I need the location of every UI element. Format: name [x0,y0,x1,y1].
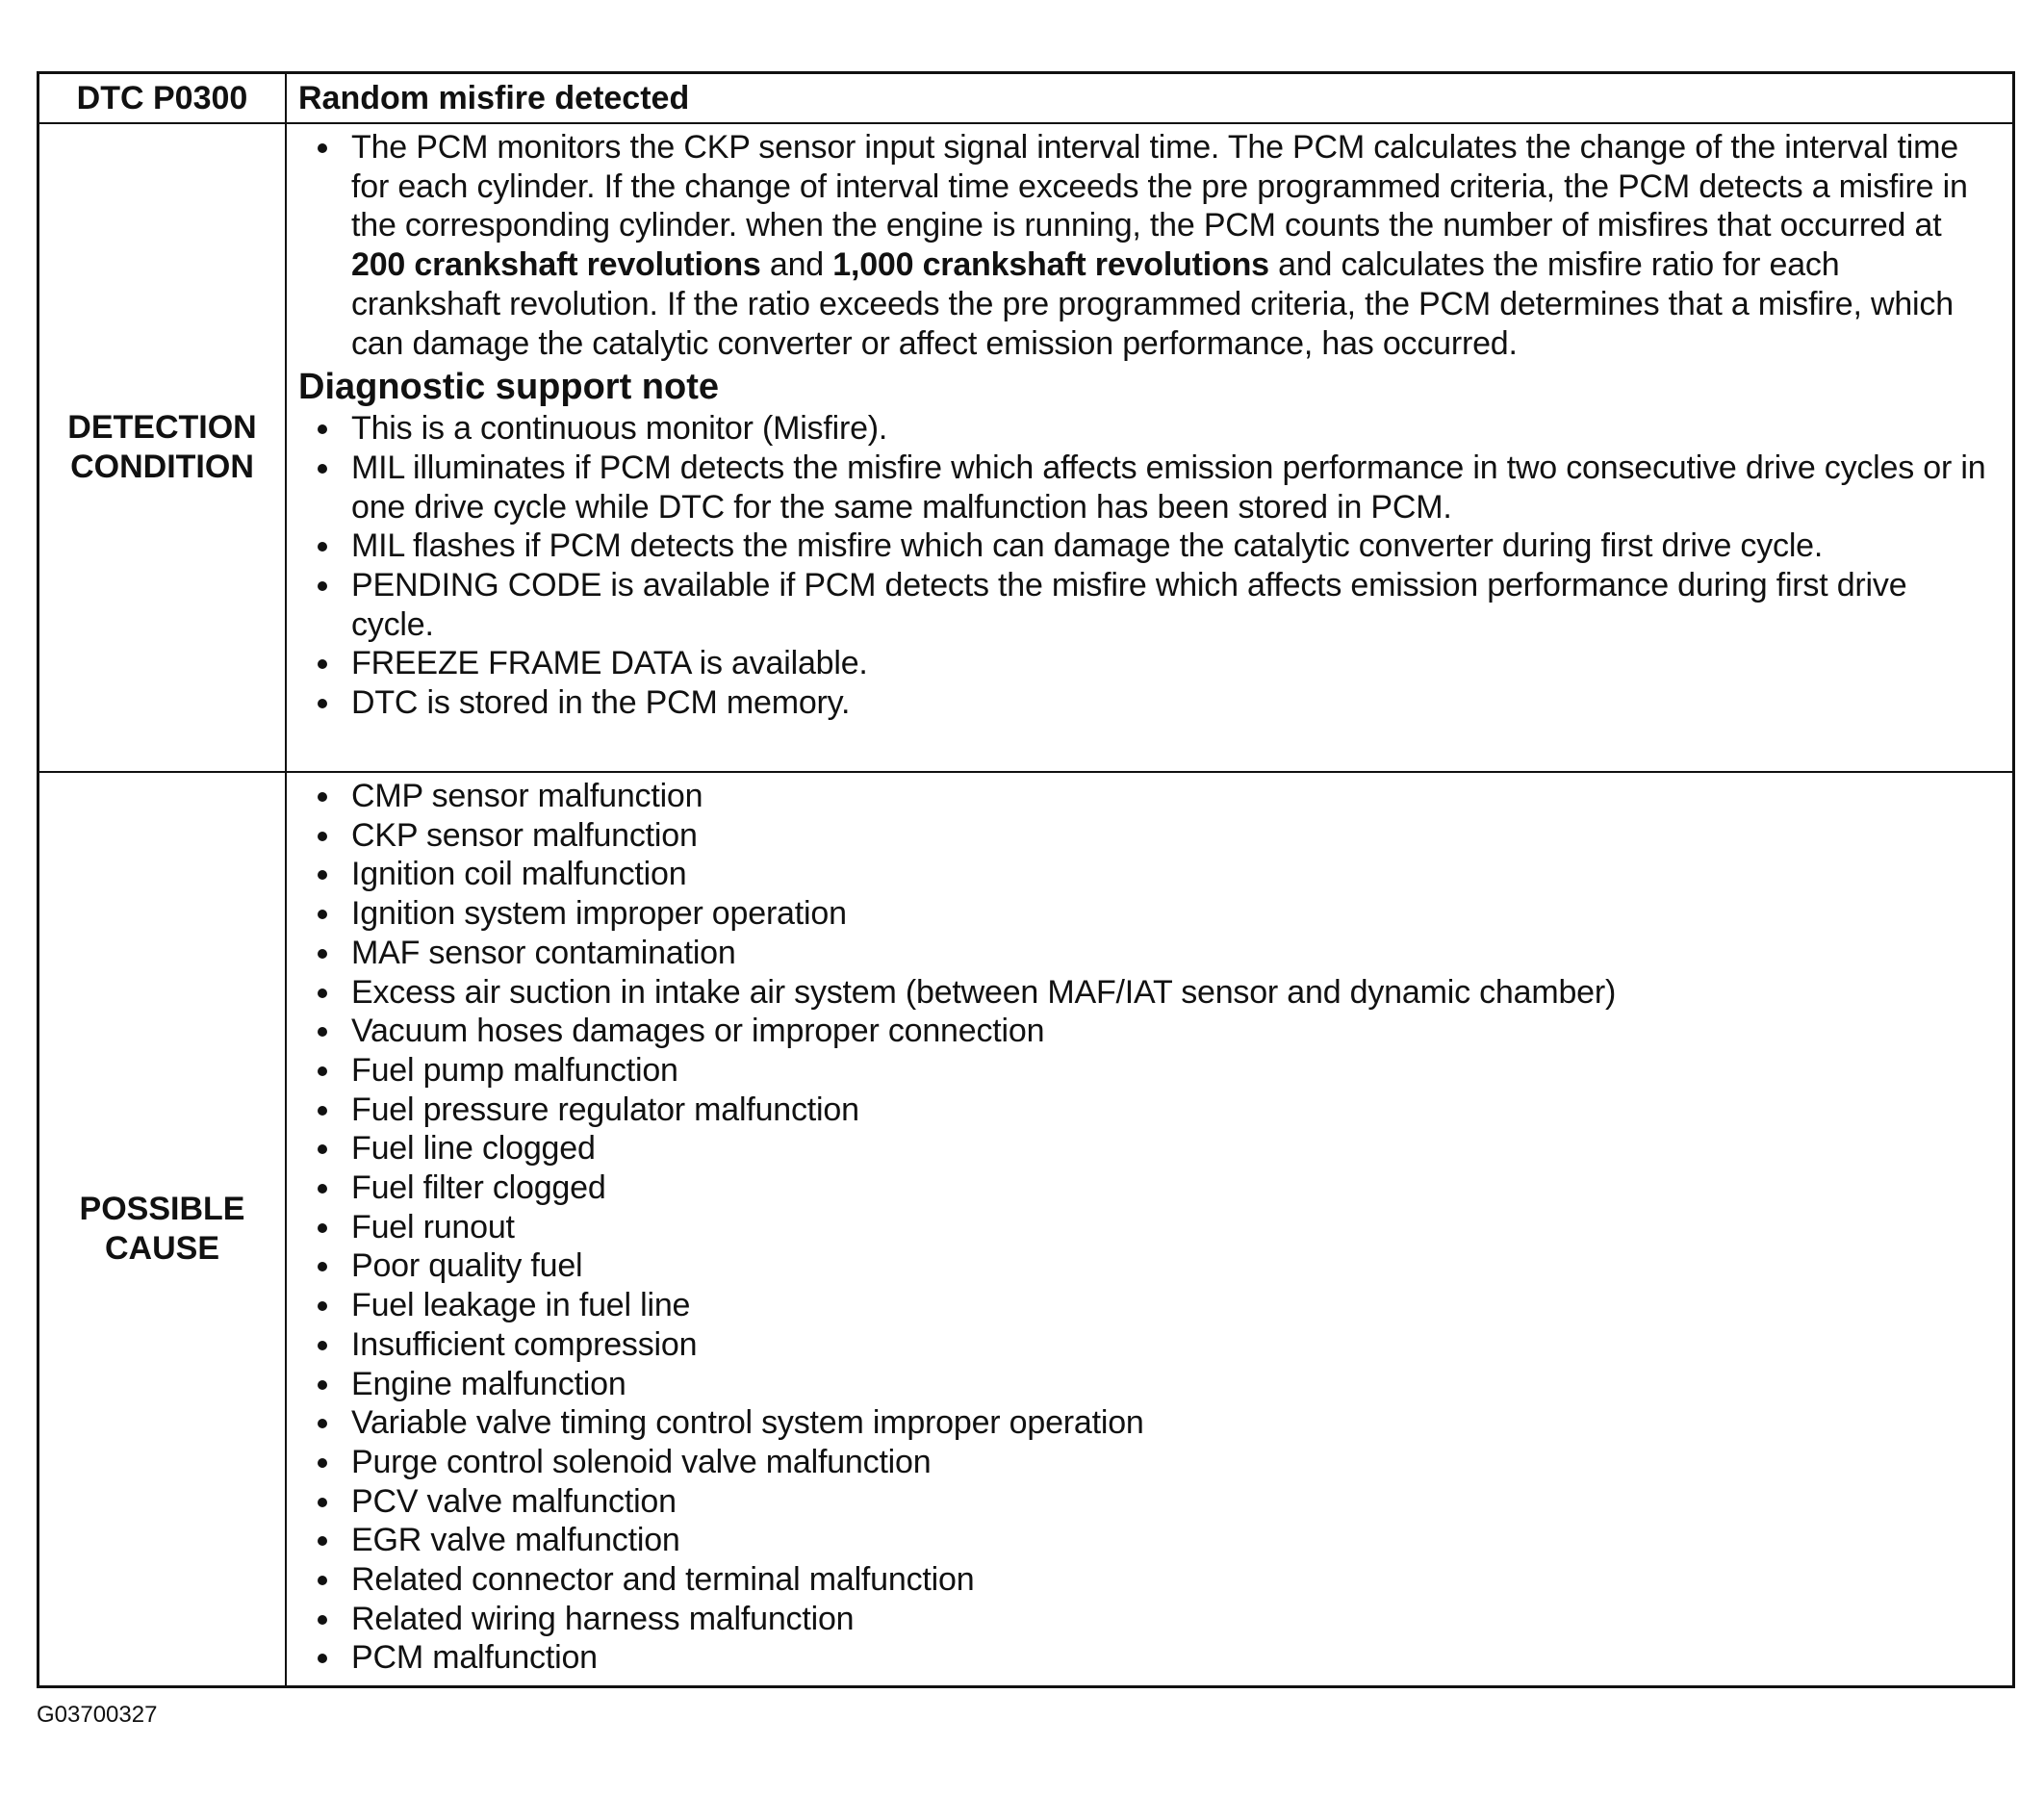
note-item: FREEZE FRAME DATA is available. [298,644,1997,683]
detection-row [38,123,2014,772]
cause-label-line1: POSSIBLE [79,1191,245,1228]
monitor-text-part2: and [760,246,833,284]
cause-item: Insufficient compression [298,1325,1997,1365]
detection-label-line1: DETECTION [67,409,257,446]
cause-list [298,777,1997,1678]
note-item: MIL illuminates if PCM detects the misfire which affects emission performance in two consecutive drive cycles or in one drive cycle while DTC for the same malfunction has been stored in PCM. [298,449,1997,526]
cause-item: Ignition system improper operation [298,894,1997,934]
cause-item: Fuel filter clogged [298,1168,1997,1208]
cause-item: Fuel pressure regulator malfunction [298,1091,1997,1130]
cause-item: MAF sensor contamination [298,934,1997,973]
cause-item: Poor quality fuel [298,1246,1997,1286]
cause-item: EGR valve malfunction [298,1521,1997,1560]
cause-item: Vacuum hoses damages or improper connection [298,1012,1997,1051]
cause-item: Excess air suction in intake air system (between MAF/IAT sensor and dynamic chamber) [298,973,1997,1013]
monitor-text-bold2: 1,000 crankshaft revolutions [832,246,1269,284]
dtc-table [37,71,2015,1688]
cause-item: CKP sensor malfunction [298,816,1997,856]
cause-item: PCM malfunction [298,1638,1997,1678]
monitor-text-bold1: 200 crankshaft revolutions [351,246,761,284]
cause-item: Fuel pump malfunction [298,1051,1997,1091]
cause-item: PCV valve malfunction [298,1482,1997,1522]
note-item: MIL flashes if PCM detects the misfire which can damage the catalytic converter during first drive cycle. [298,526,1997,566]
dtc-title: Random misfire detected [286,73,2014,124]
monitor-text-part3: and calculates the misfire ratio for each crankshaft revolution. If the ratio exceeds the pre programmed criteria, the PCM determines that a misfire, which can damage the catalytic converter or affect emission performance, has occurred. [351,246,1954,362]
cause-item: Engine malfunction [298,1365,1997,1404]
monitor-description [298,128,1997,363]
cause-item: CMP sensor malfunction [298,777,1997,816]
cause-item: Related connector and terminal malfunction [298,1560,1997,1600]
cause-label [38,772,287,1687]
detection-label-line2: CONDITION [70,449,254,485]
notes-list [298,409,1997,723]
cause-item: Variable valve timing control system improper operation [298,1403,1997,1443]
note-item: This is a continuous monitor (Misfire). [298,409,1997,449]
cause-item: Related wiring harness malfunction [298,1600,1997,1639]
cause-content [286,772,2014,1687]
cause-label-line2: CAUSE [104,1230,220,1268]
note-item: PENDING CODE is available if PCM detects the misfire which affects emission performance during first drive cycle. [298,566,1997,644]
monitor-text-part1: The PCM monitors the CKP sensor input signal interval time. The PCM calculates the change of the interval time for each cylinder. If the change of interval time exceeds the pre programmed criteria, the PCM detects a misfire in the corresponding cylinder. when the engine is running, the PCM counts the number of misfires that occurred at [351,129,1968,244]
cause-item: Fuel leakage in fuel line [298,1286,1997,1325]
cause-row [38,772,2014,1687]
cause-item: Purge control solenoid valve malfunction [298,1443,1997,1482]
detection-label [38,123,287,772]
monitor-list [298,128,1997,363]
note-heading: Diagnostic support note [298,367,719,408]
note-item: DTC is stored in the PCM memory. [298,683,1997,723]
dtc-code: DTC P0300 [38,73,287,124]
figure-id: G03700327 [37,1702,158,1728]
cause-item: Fuel runout [298,1208,1997,1247]
cause-item: Fuel line clogged [298,1129,1997,1168]
detection-content [286,123,2014,772]
cause-item: Ignition coil malfunction [298,855,1997,894]
header-row [38,73,2014,124]
